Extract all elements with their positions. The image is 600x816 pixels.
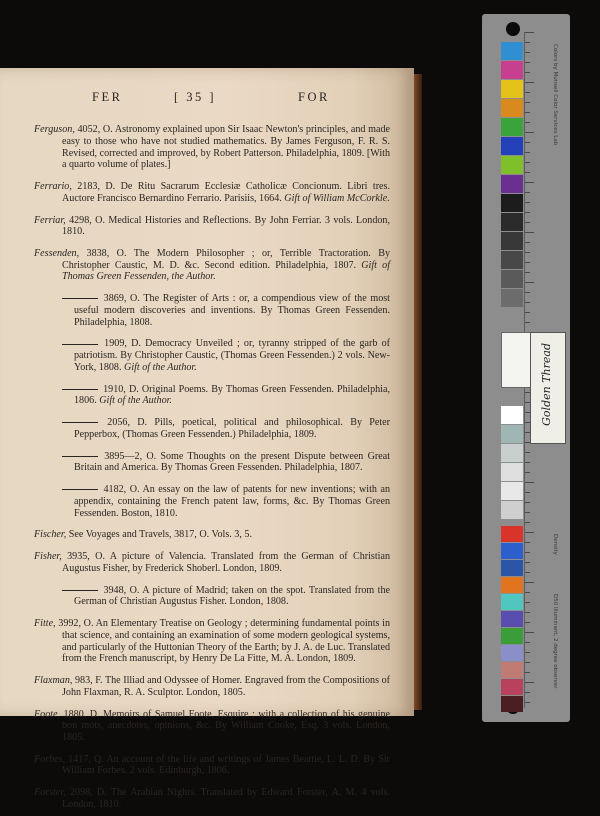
ruler-tick <box>525 452 530 453</box>
ruler-tick <box>525 152 530 153</box>
ruler-tick <box>525 182 534 183</box>
catalog-entry <box>34 338 390 373</box>
entry-author: Fessenden, <box>34 248 80 259</box>
ruler-tick <box>525 222 530 223</box>
color-patch <box>501 560 523 576</box>
color-calibration-strip <box>482 14 570 722</box>
entry-gift-note: Gift of the Author. <box>96 395 172 407</box>
ruler-tick <box>525 572 530 573</box>
ruler-tick <box>525 542 530 543</box>
punch-hole <box>506 22 520 36</box>
running-head <box>0 90 414 106</box>
catalog-entries <box>34 114 390 816</box>
ruler-tick <box>525 192 530 193</box>
color-patch <box>501 611 523 627</box>
gray-patch <box>501 463 523 481</box>
color-patch <box>501 213 523 231</box>
color-patch <box>501 156 523 174</box>
gray-patch <box>501 444 523 462</box>
catalog-entry <box>34 675 390 698</box>
strip-top-text: Colors by Munsell Color Services Lab <box>552 44 558 146</box>
entry-text: 1880, D. Memoirs of Samuel Foote, Esquire ; with a collection of his genuine bon mots, anecdotes, opinions, &c. By William Cooke, Esq. 3 vols. London, 1805. <box>60 708 390 743</box>
color-patch <box>501 543 523 559</box>
gray-patch <box>501 482 523 500</box>
catalog-entry <box>34 124 390 171</box>
running-head-right: FOR <box>298 90 330 104</box>
color-patch <box>501 42 523 60</box>
target-card <box>501 332 533 388</box>
catalog-entry <box>34 529 390 541</box>
entry-gift-note: Gift of Thomas Green Fessenden, the Author. <box>62 259 391 283</box>
entry-author: Fischer, <box>34 529 67 541</box>
catalog-entry <box>34 787 390 810</box>
color-patch <box>501 577 523 593</box>
ruler-tick <box>525 272 530 273</box>
ruler-tick <box>525 522 530 523</box>
ditto-dash <box>62 389 98 390</box>
entry-text: 3948, O. A picture of Madrid; taken on the spot. Translated from the German of Christian Augustus Fisher. London, 1808. <box>74 584 390 608</box>
catalog-entry <box>34 451 390 474</box>
ruler-tick <box>525 72 530 73</box>
catalog-entry <box>34 293 390 328</box>
entry-text: 1909, D. Democracy Unveiled ; or, tyranny stripped of the garb of patriotism. By Christopher Caustic, (Thomas Green Fessenden.) 2 vols. New-York, 1808. <box>74 338 390 373</box>
entry-text: See Voyages and Travels, 3817, O. Vols. 3, 5. <box>66 529 252 541</box>
ruler-tick <box>525 472 530 473</box>
catalog-entry <box>34 384 390 407</box>
ditto-dash <box>62 489 98 490</box>
ruler-tick <box>525 582 534 583</box>
ditto-dash <box>62 422 98 423</box>
strip-density-label: Density <box>552 534 558 555</box>
entry-author: Flaxman, <box>34 675 73 687</box>
catalog-entry <box>34 754 390 777</box>
ruler-tick <box>525 112 530 113</box>
ruler-tick <box>525 592 530 593</box>
ruler-tick <box>525 232 534 233</box>
brand-label <box>530 332 566 444</box>
color-patch <box>501 61 523 79</box>
entry-author: Foote, <box>34 708 61 720</box>
entry-text: 1417, Q. An account of the life and writings of James Beattie, L. L. D. By Sir William Forbes. 2 vols. Edinburgh, 1806. <box>62 753 390 777</box>
strip-bottom-text: D50 Illuminant, 2 degree observer <box>552 594 558 689</box>
color-patch <box>501 99 523 117</box>
brand-text: Golden Thread <box>540 343 553 426</box>
ditto-dash <box>62 344 98 345</box>
ruler-tick <box>525 32 534 33</box>
entry-text: 4298, O. Medical Histories and Reflections. By John Ferriar. 3 vols. London, 1810. <box>62 214 390 238</box>
entry-text: 3935, O. A picture of Valencia. Translated from the German of Christian Augustus Fisher, by Frederick Shoberl. London, 1809. <box>61 551 390 574</box>
ruler-tick <box>525 172 530 173</box>
catalog-entry <box>34 585 390 608</box>
entry-text: 3838, O. The Modern Philosopher ; or, Terrible Tractoration. By Christopher Caustic, M. D. &c. Second edition. Philadelphia, 1807. <box>62 248 390 271</box>
ruler-tick <box>525 292 530 293</box>
ruler-tick <box>525 652 530 653</box>
page-number: [ 35 ] <box>174 90 217 104</box>
ruler-tick <box>525 62 530 63</box>
entry-text: 2098, D. The Arabian Nights. Translated by Edward Forster, A. M. 4 vols. London, 1810. <box>62 787 390 810</box>
entry-gift-note: Gift of the Author. <box>121 361 197 373</box>
color-patch <box>501 645 523 661</box>
color-patch <box>501 289 523 307</box>
color-patch <box>501 137 523 155</box>
color-patch <box>501 118 523 136</box>
ruler-tick <box>525 102 530 103</box>
color-patch <box>501 270 523 288</box>
ruler-tick <box>525 122 530 123</box>
gray-patch <box>501 425 523 443</box>
color-patch <box>501 232 523 250</box>
ruler-tick <box>525 512 530 513</box>
catalog-entry <box>34 248 390 283</box>
color-patch <box>501 251 523 269</box>
ruler-tick <box>525 642 530 643</box>
ruler-tick <box>525 702 530 703</box>
ditto-dash <box>62 456 98 457</box>
ruler-tick <box>525 602 530 603</box>
ruler-tick <box>525 672 530 673</box>
ruler-tick <box>525 322 530 323</box>
color-patch <box>501 628 523 644</box>
entry-text: 1910, D. Original Poems. By Thomas Green Fessenden. Philadelphia, 1806. <box>74 383 390 407</box>
ruler-tick <box>525 632 534 633</box>
ruler-tick <box>525 162 530 163</box>
ruler-tick <box>525 612 530 613</box>
ruler-tick <box>525 622 530 623</box>
entry-author: Fitte, <box>34 618 56 630</box>
ruler-tick <box>525 252 530 253</box>
ruler-tick <box>525 302 530 303</box>
ruler-tick <box>525 262 530 263</box>
gray-patch <box>501 501 523 519</box>
ruler-tick <box>525 142 530 143</box>
color-patch <box>501 80 523 98</box>
ruler-tick <box>525 212 530 213</box>
ruler-tick <box>525 502 530 503</box>
ruler-tick <box>525 492 530 493</box>
ruler-tick <box>525 132 534 133</box>
entry-text: 983, F. The Illiad and Odyssee of Homer. Engraved from the Compositions of John Flaxman, R. A. Sculptor. London, 1805. <box>62 675 390 698</box>
entry-author: Fisher, <box>34 551 62 563</box>
entry-author: Ferguson, <box>34 124 75 136</box>
ruler-tick <box>525 552 530 553</box>
ruler-tick <box>525 462 530 463</box>
ruler-tick <box>525 532 534 533</box>
entry-gift-note: Gift of William McCorkle. <box>281 192 390 204</box>
ditto-dash <box>62 298 98 299</box>
catalog-entry <box>34 215 390 238</box>
ruler-tick <box>525 682 534 683</box>
ruler-tick <box>525 42 530 43</box>
entry-author: Ferriar, <box>34 214 66 226</box>
catalog-entry <box>34 618 390 665</box>
running-head-left: FER <box>92 90 123 104</box>
entry-text: 3869, O. The Register of Arts : or, a compendious view of the most useful modern discoveries and inventions. By Thomas Green Fessenden. Philadelphia, 1808. <box>74 293 390 328</box>
color-patch <box>501 662 523 678</box>
ruler-tick <box>525 482 534 483</box>
gray-patch <box>501 406 523 424</box>
entry-text: 3895—2, O. Some Thoughts on the present Dispute between Great Britain and America. By Thomas Green Fessenden. Philadelphia, 1807. <box>74 450 390 474</box>
entry-text: 2183, D. De Ritu Sacrarum Ecclesiæ Catholicæ Concionum. Libri tres. Auctore Francisco Bernardino Ferrario. Parisiis, 1664. <box>62 181 390 204</box>
ditto-dash <box>62 590 98 591</box>
ruler-tick <box>525 82 534 83</box>
book-page <box>0 68 414 810</box>
catalog-entry <box>34 181 390 204</box>
entry-text: 4052, O. Astronomy explained upon Sir Isaac Newton's principles, and made easy to those who have not studied mathematics. By James Ferguson, F. R. S. Revised, corrected and improved, by Robert Patterson. Philadelphia, 1809. [With a quarto volume of plates.] <box>62 124 390 171</box>
ruler-tick <box>525 312 530 313</box>
color-patch <box>501 594 523 610</box>
color-patch <box>501 696 523 712</box>
color-patch <box>501 175 523 193</box>
catalog-entry <box>34 551 390 574</box>
color-patch <box>501 526 523 542</box>
entry-text: 4182, O. An essay on the law of patents for new inventions; with an appendix, containing the French patent law, forms, &c. By Thomas Green Fessenden. Boston, 1810. <box>74 484 390 519</box>
color-patch <box>501 194 523 212</box>
ruler-tick <box>525 242 530 243</box>
entry-author: Forster, <box>34 787 66 799</box>
catalog-entry <box>34 417 390 440</box>
ruler-tick <box>525 692 530 693</box>
catalog-entry <box>34 709 390 744</box>
entry-author: Forbes, <box>34 753 66 765</box>
entry-text: 3992, O. An Elementary Treatise on Geology ; determining fundamental points in that science, and containing an examination of some modern geological systems, and particularly of the Huttonian Theory of the Earth; by J. A. de Luc. Translated from the French manuscript, by Henry De La Fitte, M. A. London, 1809. <box>55 618 390 665</box>
catalog-entry <box>34 484 390 519</box>
ruler-tick <box>525 562 530 563</box>
entry-author: Ferrario, <box>34 181 72 192</box>
color-patch <box>501 679 523 695</box>
ruler-tick <box>525 662 530 663</box>
ruler-tick <box>525 52 530 53</box>
ruler-tick <box>525 202 530 203</box>
ruler-tick <box>525 282 534 283</box>
entry-text: 2056, D. Pills, poetical, political and philosophical. By Peter Pepperbox, (Thomas Green Fessenden.) Philadelphia, 1809. <box>74 417 390 440</box>
ruler-tick <box>525 92 530 93</box>
